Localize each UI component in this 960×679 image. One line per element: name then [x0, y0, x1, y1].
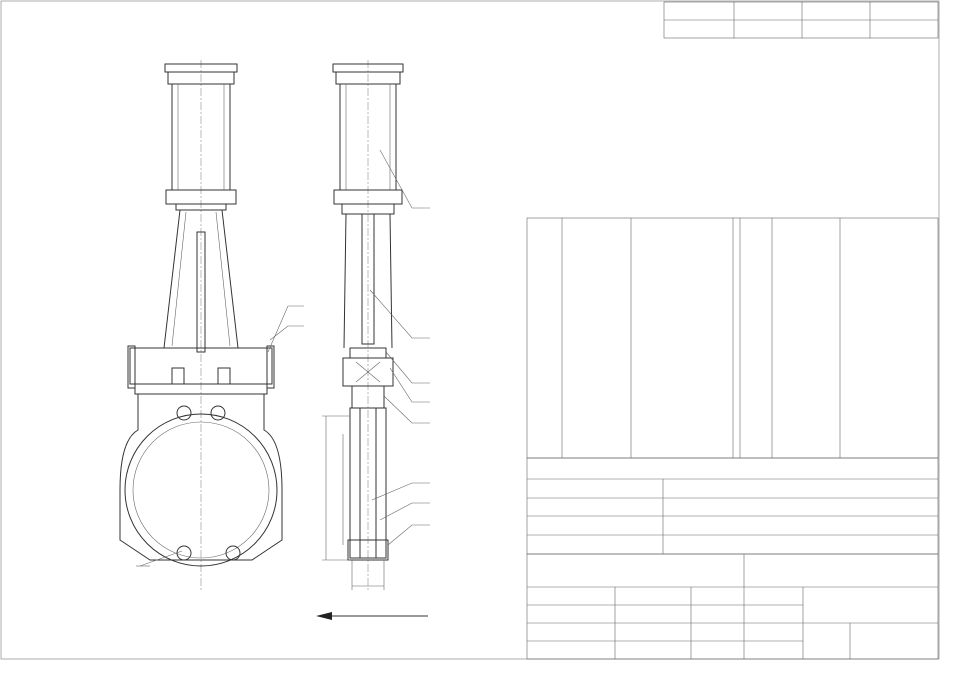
flow-direction-arrow [316, 612, 428, 620]
front-view [120, 60, 282, 590]
bill-of-materials [527, 218, 938, 458]
title-block [527, 554, 938, 659]
dimension-table [664, 2, 938, 38]
side-view [322, 60, 403, 590]
specification-table [527, 458, 938, 554]
sheet-border [1, 1, 939, 659]
balloon-callouts [268, 150, 430, 545]
